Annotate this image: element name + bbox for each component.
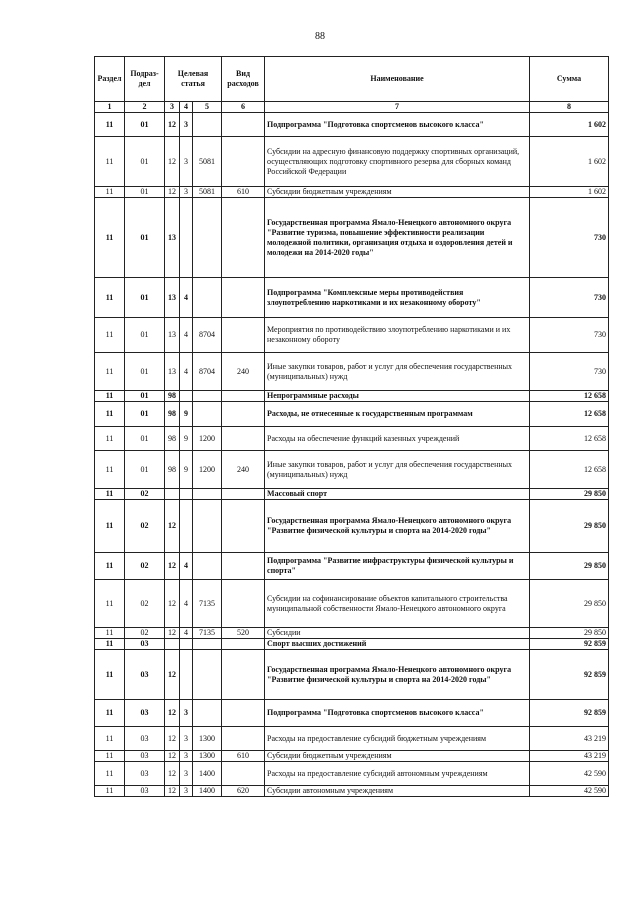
celevaya-part3-cell: 1400 — [193, 762, 222, 786]
sum-cell: 92 859 — [530, 650, 609, 700]
sum-cell: 730 — [530, 278, 609, 318]
podrazdel-cell: 01 — [125, 353, 165, 391]
podrazdel-cell: 01 — [125, 137, 165, 187]
razdel-cell: 11 — [95, 198, 125, 278]
razdel-cell: 11 — [95, 489, 125, 500]
vid-rashodov-cell — [222, 318, 265, 353]
table-row — [95, 113, 609, 137]
celevaya-part1-cell: 98 — [165, 427, 180, 451]
name-cell: Расходы на предоставление субсидий бюджетным учреждениям — [265, 727, 530, 751]
celevaya-part3-cell: 1400 — [193, 786, 222, 797]
celevaya-part1-cell: 12 — [165, 700, 180, 727]
celevaya-part1-cell: 12 — [165, 187, 180, 198]
column-number: 7 — [265, 102, 530, 113]
celevaya-part1-cell: 98 — [165, 391, 180, 402]
podrazdel-cell: 02 — [125, 500, 165, 553]
table-row — [95, 727, 609, 751]
sum-cell: 12 658 — [530, 402, 609, 427]
vid-rashodov-cell: 520 — [222, 628, 265, 639]
celevaya-part3-cell — [193, 489, 222, 500]
sum-cell: 43 219 — [530, 727, 609, 751]
table-row — [95, 786, 609, 797]
header-sum: Сумма — [530, 57, 609, 102]
vid-rashodov-cell — [222, 700, 265, 727]
razdel-cell: 11 — [95, 278, 125, 318]
celevaya-part2-cell: 3 — [180, 187, 193, 198]
sum-cell: 12 658 — [530, 427, 609, 451]
podrazdel-cell: 02 — [125, 628, 165, 639]
column-number: 6 — [222, 102, 265, 113]
table-row — [95, 762, 609, 786]
name-cell: Подпрограмма "Подготовка спортсменов высокого класса" — [265, 700, 530, 727]
celevaya-part3-cell: 5081 — [193, 137, 222, 187]
table-row — [95, 318, 609, 353]
sum-cell: 43 219 — [530, 751, 609, 762]
table-row — [95, 489, 609, 500]
celevaya-part1-cell: 13 — [165, 353, 180, 391]
header-name: Наименование — [265, 57, 530, 102]
razdel-cell: 11 — [95, 628, 125, 639]
name-cell: Расходы на обеспечение функций казенных учреждений — [265, 427, 530, 451]
name-cell: Подпрограмма "Комплексные меры противодействия злоупотреблению наркотиками и их незаконному обороту" — [265, 278, 530, 318]
celevaya-part3-cell — [193, 278, 222, 318]
celevaya-part3-cell: 1200 — [193, 451, 222, 489]
celevaya-part1-cell: 12 — [165, 751, 180, 762]
celevaya-part3-cell: 7135 — [193, 580, 222, 628]
celevaya-part3-cell — [193, 113, 222, 137]
razdel-cell: 11 — [95, 762, 125, 786]
razdel-cell: 11 — [95, 500, 125, 553]
celevaya-part3-cell — [193, 700, 222, 727]
podrazdel-cell: 02 — [125, 580, 165, 628]
celevaya-part2-cell: 9 — [180, 427, 193, 451]
name-cell: Подпрограмма "Подготовка спортсменов высокого класса" — [265, 113, 530, 137]
celevaya-part3-cell — [193, 402, 222, 427]
sum-cell: 730 — [530, 318, 609, 353]
table-row — [95, 391, 609, 402]
vid-rashodov-cell — [222, 553, 265, 580]
vid-rashodov-cell — [222, 727, 265, 751]
table-row — [95, 580, 609, 628]
sum-cell: 42 590 — [530, 762, 609, 786]
celevaya-part1-cell: 12 — [165, 727, 180, 751]
vid-rashodov-cell — [222, 113, 265, 137]
celevaya-part2-cell: 4 — [180, 318, 193, 353]
podrazdel-cell: 02 — [125, 489, 165, 500]
celevaya-part1-cell: 13 — [165, 278, 180, 318]
celevaya-part2-cell: 9 — [180, 451, 193, 489]
celevaya-part1-cell: 12 — [165, 580, 180, 628]
sum-cell: 29 850 — [530, 489, 609, 500]
table-row — [95, 628, 609, 639]
table-row — [95, 427, 609, 451]
sum-cell: 29 850 — [530, 500, 609, 553]
sum-cell: 29 850 — [530, 628, 609, 639]
celevaya-part2-cell: 4 — [180, 580, 193, 628]
celevaya-part1-cell: 12 — [165, 786, 180, 797]
celevaya-part3-cell — [193, 639, 222, 650]
celevaya-part2-cell: 3 — [180, 727, 193, 751]
name-cell: Массовый спорт — [265, 489, 530, 500]
page-number: 88 — [315, 31, 325, 42]
podrazdel-cell: 01 — [125, 187, 165, 198]
sum-cell: 29 850 — [530, 580, 609, 628]
razdel-cell: 11 — [95, 639, 125, 650]
razdel-cell: 11 — [95, 650, 125, 700]
vid-rashodov-cell — [222, 500, 265, 553]
celevaya-part2-cell: 3 — [180, 786, 193, 797]
podrazdel-cell: 01 — [125, 318, 165, 353]
celevaya-part1-cell: 13 — [165, 318, 180, 353]
header-celevaya: Целевая статья — [165, 57, 222, 102]
table-row — [95, 402, 609, 427]
column-number: 3 — [165, 102, 180, 113]
razdel-cell: 11 — [95, 113, 125, 137]
podrazdel-cell: 03 — [125, 727, 165, 751]
podrazdel-cell: 02 — [125, 553, 165, 580]
header-razdel: Раздел — [95, 57, 125, 102]
celevaya-part2-cell: 3 — [180, 700, 193, 727]
celevaya-part3-cell: 7135 — [193, 628, 222, 639]
celevaya-part2-cell: 4 — [180, 353, 193, 391]
sum-cell: 730 — [530, 198, 609, 278]
celevaya-part2-cell: 3 — [180, 137, 193, 187]
podrazdel-cell: 03 — [125, 751, 165, 762]
celevaya-part1-cell: 98 — [165, 402, 180, 427]
name-cell: Расходы, не отнесенные к государственным программам — [265, 402, 530, 427]
razdel-cell: 11 — [95, 553, 125, 580]
podrazdel-cell: 03 — [125, 762, 165, 786]
column-number-row — [95, 102, 609, 113]
podrazdel-cell: 01 — [125, 402, 165, 427]
vid-rashodov-cell — [222, 580, 265, 628]
table-row — [95, 700, 609, 727]
podrazdel-cell: 03 — [125, 639, 165, 650]
vid-rashodov-cell — [222, 137, 265, 187]
column-number: 8 — [530, 102, 609, 113]
column-number: 2 — [125, 102, 165, 113]
celevaya-part3-cell: 1200 — [193, 427, 222, 451]
celevaya-part1-cell: 12 — [165, 553, 180, 580]
celevaya-part2-cell — [180, 391, 193, 402]
celevaya-part2-cell: 3 — [180, 113, 193, 137]
sum-cell: 730 — [530, 353, 609, 391]
column-number: 5 — [193, 102, 222, 113]
celevaya-part2-cell: 4 — [180, 628, 193, 639]
celevaya-part2-cell — [180, 500, 193, 553]
celevaya-part3-cell — [193, 198, 222, 278]
podrazdel-cell: 01 — [125, 451, 165, 489]
celevaya-part2-cell — [180, 650, 193, 700]
podrazdel-cell: 03 — [125, 700, 165, 727]
vid-rashodov-cell — [222, 427, 265, 451]
celevaya-part1-cell: 12 — [165, 628, 180, 639]
name-cell: Спорт высших достижений — [265, 639, 530, 650]
table-row — [95, 500, 609, 553]
header-podrazdel: Подраз-дел — [125, 57, 165, 102]
celevaya-part3-cell — [193, 553, 222, 580]
vid-rashodov-cell: 240 — [222, 353, 265, 391]
header-vid: Вид расходов — [222, 57, 265, 102]
podrazdel-cell: 01 — [125, 278, 165, 318]
celevaya-part3-cell — [193, 500, 222, 553]
celevaya-part1-cell: 12 — [165, 650, 180, 700]
celevaya-part2-cell: 3 — [180, 751, 193, 762]
sum-cell: 42 590 — [530, 786, 609, 797]
celevaya-part2-cell: 4 — [180, 278, 193, 318]
table-row — [95, 137, 609, 187]
name-cell: Субсидии на адресную финансовую поддержку спортивных организаций, осуществляющих подготовку спортивного резерва для сборных команд Российской Федерации — [265, 137, 530, 187]
celevaya-part3-cell: 1300 — [193, 727, 222, 751]
podrazdel-cell: 01 — [125, 198, 165, 278]
table-row — [95, 650, 609, 700]
table-row — [95, 553, 609, 580]
celevaya-part2-cell — [180, 639, 193, 650]
column-number: 4 — [180, 102, 193, 113]
celevaya-part1-cell: 12 — [165, 137, 180, 187]
table-row — [95, 198, 609, 278]
celevaya-part2-cell: 4 — [180, 553, 193, 580]
razdel-cell: 11 — [95, 786, 125, 797]
name-cell: Непрограммные расходы — [265, 391, 530, 402]
vid-rashodov-cell: 610 — [222, 187, 265, 198]
celevaya-part2-cell: 9 — [180, 402, 193, 427]
table-body — [95, 113, 609, 797]
vid-rashodov-cell — [222, 198, 265, 278]
sum-cell: 92 859 — [530, 639, 609, 650]
celevaya-part3-cell: 1300 — [193, 751, 222, 762]
name-cell: Субсидии — [265, 628, 530, 639]
vid-rashodov-cell — [222, 391, 265, 402]
name-cell: Субсидии на софинансирование объектов капитального строительства муниципальной собственности Ямало-Ненецкого автономного округа — [265, 580, 530, 628]
sum-cell: 12 658 — [530, 391, 609, 402]
table-row — [95, 639, 609, 650]
celevaya-part1-cell — [165, 639, 180, 650]
vid-rashodov-cell — [222, 489, 265, 500]
name-cell: Государственная программа Ямало-Ненецкого автономного округа "Развитие туризма, повышение эффективности реализации молодежной политики, организация отдыха и оздоровления детей и молодежи на 2014-2020 годы" — [265, 198, 530, 278]
razdel-cell: 11 — [95, 402, 125, 427]
razdel-cell: 11 — [95, 353, 125, 391]
celevaya-part1-cell: 12 — [165, 500, 180, 553]
celevaya-part1-cell: 13 — [165, 198, 180, 278]
razdel-cell: 11 — [95, 751, 125, 762]
celevaya-part2-cell — [180, 489, 193, 500]
razdel-cell: 11 — [95, 318, 125, 353]
celevaya-part3-cell — [193, 391, 222, 402]
celevaya-part3-cell — [193, 650, 222, 700]
celevaya-part3-cell: 8704 — [193, 353, 222, 391]
vid-rashodov-cell — [222, 278, 265, 318]
celevaya-part3-cell: 8704 — [193, 318, 222, 353]
razdel-cell: 11 — [95, 580, 125, 628]
celevaya-part2-cell — [180, 198, 193, 278]
name-cell: Государственная программа Ямало-Ненецкого автономного округа "Развитие физической культуры и спорта на 2014-2020 годы" — [265, 500, 530, 553]
name-cell: Иные закупки товаров, работ и услуг для обеспечения государственных (муниципальных) нужд — [265, 451, 530, 489]
sum-cell: 1 602 — [530, 137, 609, 187]
header-row — [95, 57, 609, 102]
razdel-cell: 11 — [95, 700, 125, 727]
razdel-cell: 11 — [95, 727, 125, 751]
table-row — [95, 751, 609, 762]
celevaya-part2-cell: 3 — [180, 762, 193, 786]
vid-rashodov-cell: 620 — [222, 786, 265, 797]
celevaya-part1-cell: 98 — [165, 451, 180, 489]
podrazdel-cell: 03 — [125, 786, 165, 797]
podrazdel-cell: 01 — [125, 391, 165, 402]
razdel-cell: 11 — [95, 391, 125, 402]
name-cell: Расходы на предоставление субсидий автономным учреждениям — [265, 762, 530, 786]
razdel-cell: 11 — [95, 137, 125, 187]
name-cell: Субсидии автономным учреждениям — [265, 786, 530, 797]
table-row — [95, 353, 609, 391]
name-cell: Субсидии бюджетным учреждениям — [265, 187, 530, 198]
razdel-cell: 11 — [95, 427, 125, 451]
celevaya-part1-cell — [165, 489, 180, 500]
table-row — [95, 187, 609, 198]
celevaya-part1-cell: 12 — [165, 762, 180, 786]
celevaya-part3-cell: 5081 — [193, 187, 222, 198]
sum-cell: 92 859 — [530, 700, 609, 727]
celevaya-part1-cell: 12 — [165, 113, 180, 137]
budget-table — [94, 56, 609, 797]
sum-cell: 29 850 — [530, 553, 609, 580]
sum-cell: 1 602 — [530, 113, 609, 137]
table-row — [95, 451, 609, 489]
razdel-cell: 11 — [95, 451, 125, 489]
table-row — [95, 278, 609, 318]
name-cell: Подпрограмма "Развитие инфраструктуры физической культуры и спорта" — [265, 553, 530, 580]
vid-rashodov-cell: 240 — [222, 451, 265, 489]
name-cell: Государственная программа Ямало-Ненецкого автономного округа "Развитие физической культуры и спорта на 2014-2020 годы" — [265, 650, 530, 700]
podrazdel-cell: 01 — [125, 113, 165, 137]
vid-rashodov-cell — [222, 762, 265, 786]
razdel-cell: 11 — [95, 187, 125, 198]
column-number: 1 — [95, 102, 125, 113]
vid-rashodov-cell — [222, 402, 265, 427]
sum-cell: 12 658 — [530, 451, 609, 489]
vid-rashodov-cell — [222, 650, 265, 700]
vid-rashodov-cell — [222, 639, 265, 650]
podrazdel-cell: 01 — [125, 427, 165, 451]
name-cell: Мероприятия по противодействию злоупотреблению наркотиками и их незаконному обороту — [265, 318, 530, 353]
podrazdel-cell: 03 — [125, 650, 165, 700]
sum-cell: 1 602 — [530, 187, 609, 198]
name-cell: Иные закупки товаров, работ и услуг для обеспечения государственных (муниципальных) нужд — [265, 353, 530, 391]
name-cell: Субсидии бюджетным учреждениям — [265, 751, 530, 762]
vid-rashodov-cell: 610 — [222, 751, 265, 762]
